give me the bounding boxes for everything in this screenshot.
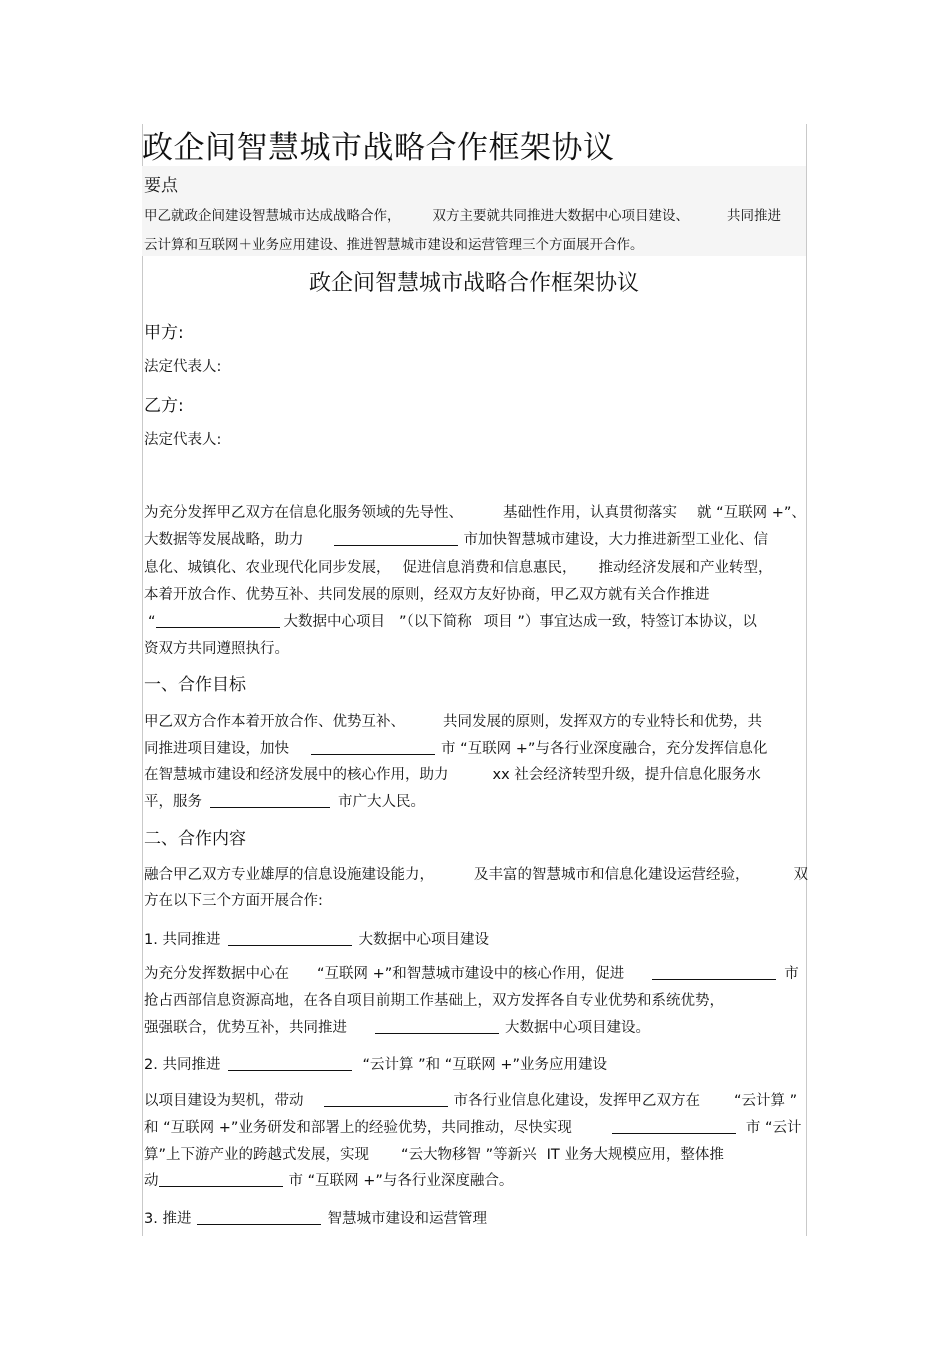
section-1-heading: 一、合作目标: [144, 675, 246, 695]
keypoints-heading: 要点: [144, 176, 178, 196]
item-2-line-3: 算”上下游产业的跨越式发展，实现 “云大物移智 ”等新兴 IT 业务大规模应用，整体推: [144, 1147, 724, 1163]
intro-line-6: 资双方共同遵照执行。: [144, 641, 289, 657]
document-title: 政企间智慧城市战略合作框架协议: [142, 130, 615, 166]
section-2-line-1: 融合甲乙双方专业雄厚的信息设施建设能力， 及丰富的智慧城市和信息化建设运营经验， 双: [144, 867, 808, 883]
item-3-heading: 3. 推进 智慧城市建设和运营管理: [144, 1211, 487, 1227]
blank-city-name: [311, 740, 435, 755]
agreement-title: 政企间智慧城市战略合作框架协议: [308, 271, 639, 296]
party-a-label: 甲方:: [144, 323, 184, 343]
item-1-line-3: 强强联合，优势互补，共同推进 大数据中心项目建设。: [144, 1020, 650, 1036]
keypoints-line-1: 甲乙就政企间建设智慧城市达成战略合作， 双方主要就共同推进大数据中心项目建设、 共同推进: [144, 208, 781, 224]
blank-city-name: [324, 1092, 448, 1107]
blank-city-name: [228, 931, 352, 946]
section-1-line-2: 同推进项目建设，加快 市 “互联网 +”与各行业深度融合，充分发挥信息化: [144, 741, 768, 757]
item-1-line-2: 抢占西部信息资源高地，在各自项目前期工作基础上，双方发挥各自专业优势和系统优势，: [144, 993, 724, 1009]
intro-line-5: “ 大数据中心项目 ”（以下简称 项目 ”）事宜达成一致，特签订本协议，以: [148, 614, 757, 630]
section-2-heading: 二、合作内容: [144, 829, 246, 849]
item-2-line-1: 以项目建设为契机，带动 市各行业信息化建设，发挥甲乙双方在 “云计算 ”: [144, 1093, 798, 1109]
section-2-line-2: 方在以下三个方面开展合作:: [144, 893, 323, 909]
intro-line-4: 本着开放合作、优势互补、共同发展的原则，经双方友好协商，甲乙双方就有关合作推进: [144, 587, 710, 603]
section-1-line-1: 甲乙双方合作本着开放合作、优势互补、 共同发展的原则，发挥双方的专业特长和优势，共: [144, 714, 762, 730]
blank-city-name: [375, 1019, 499, 1034]
item-1-line-1: 为充分发挥数据中心在 “互联网 +”和智慧城市建设中的核心作用，促进 市: [144, 966, 799, 982]
party-a-representative-label: 法定代表人:: [144, 359, 222, 375]
party-b-representative-label: 法定代表人:: [144, 432, 222, 448]
blank-city-name: [334, 531, 458, 546]
blank-city-name: [210, 793, 330, 808]
blank-project-name: [156, 613, 280, 628]
section-1-line-3: 在智慧城市建设和经济发展中的核心作用，助力 xx 社会经济转型升级，提升信息化服务水: [144, 767, 761, 783]
party-b-label: 乙方:: [144, 396, 184, 416]
blank-city-name: [159, 1172, 283, 1187]
intro-line-3: 息化、城镇化、农业现代化同步发展， 促进信息消费和信息惠民， 推动经济发展和产业转型，: [144, 560, 773, 576]
section-1-line-4: 平，服务 市广大人民。: [144, 794, 425, 810]
blank-city-name: [197, 1210, 321, 1225]
blank-city-name: [228, 1056, 352, 1071]
right-border-line: [806, 124, 807, 1236]
intro-line-2: 大数据等发展战略，助力 市加快智慧城市建设，大力推进新型工业化、信: [144, 532, 768, 548]
item-2-line-2: 和 “互联网 +”业务研发和部署上的经验优势，共同推动，尽快实现 市 “云计: [144, 1120, 802, 1136]
item-1-heading: 1. 共同推进 大数据中心项目建设: [144, 932, 489, 948]
intro-line-1: 为充分发挥甲乙双方在信息化服务领域的先导性、 基础性作用，认真贯彻落实 就 “互联网 +”、: [144, 505, 806, 521]
blank-city-name: [652, 965, 776, 980]
item-2-line-4: 动 市 “互联网 +”与各行业深度融合。: [144, 1173, 514, 1189]
blank-city-name: [612, 1119, 736, 1134]
item-2-heading: 2. 共同推进 “云计算 ”和 “互联网 +”业务应用建设: [144, 1057, 607, 1073]
keypoints-line-2: 云计算和互联网＋业务应用建设、推进智慧城市建设和运营管理三个方面展开合作。: [144, 237, 644, 253]
